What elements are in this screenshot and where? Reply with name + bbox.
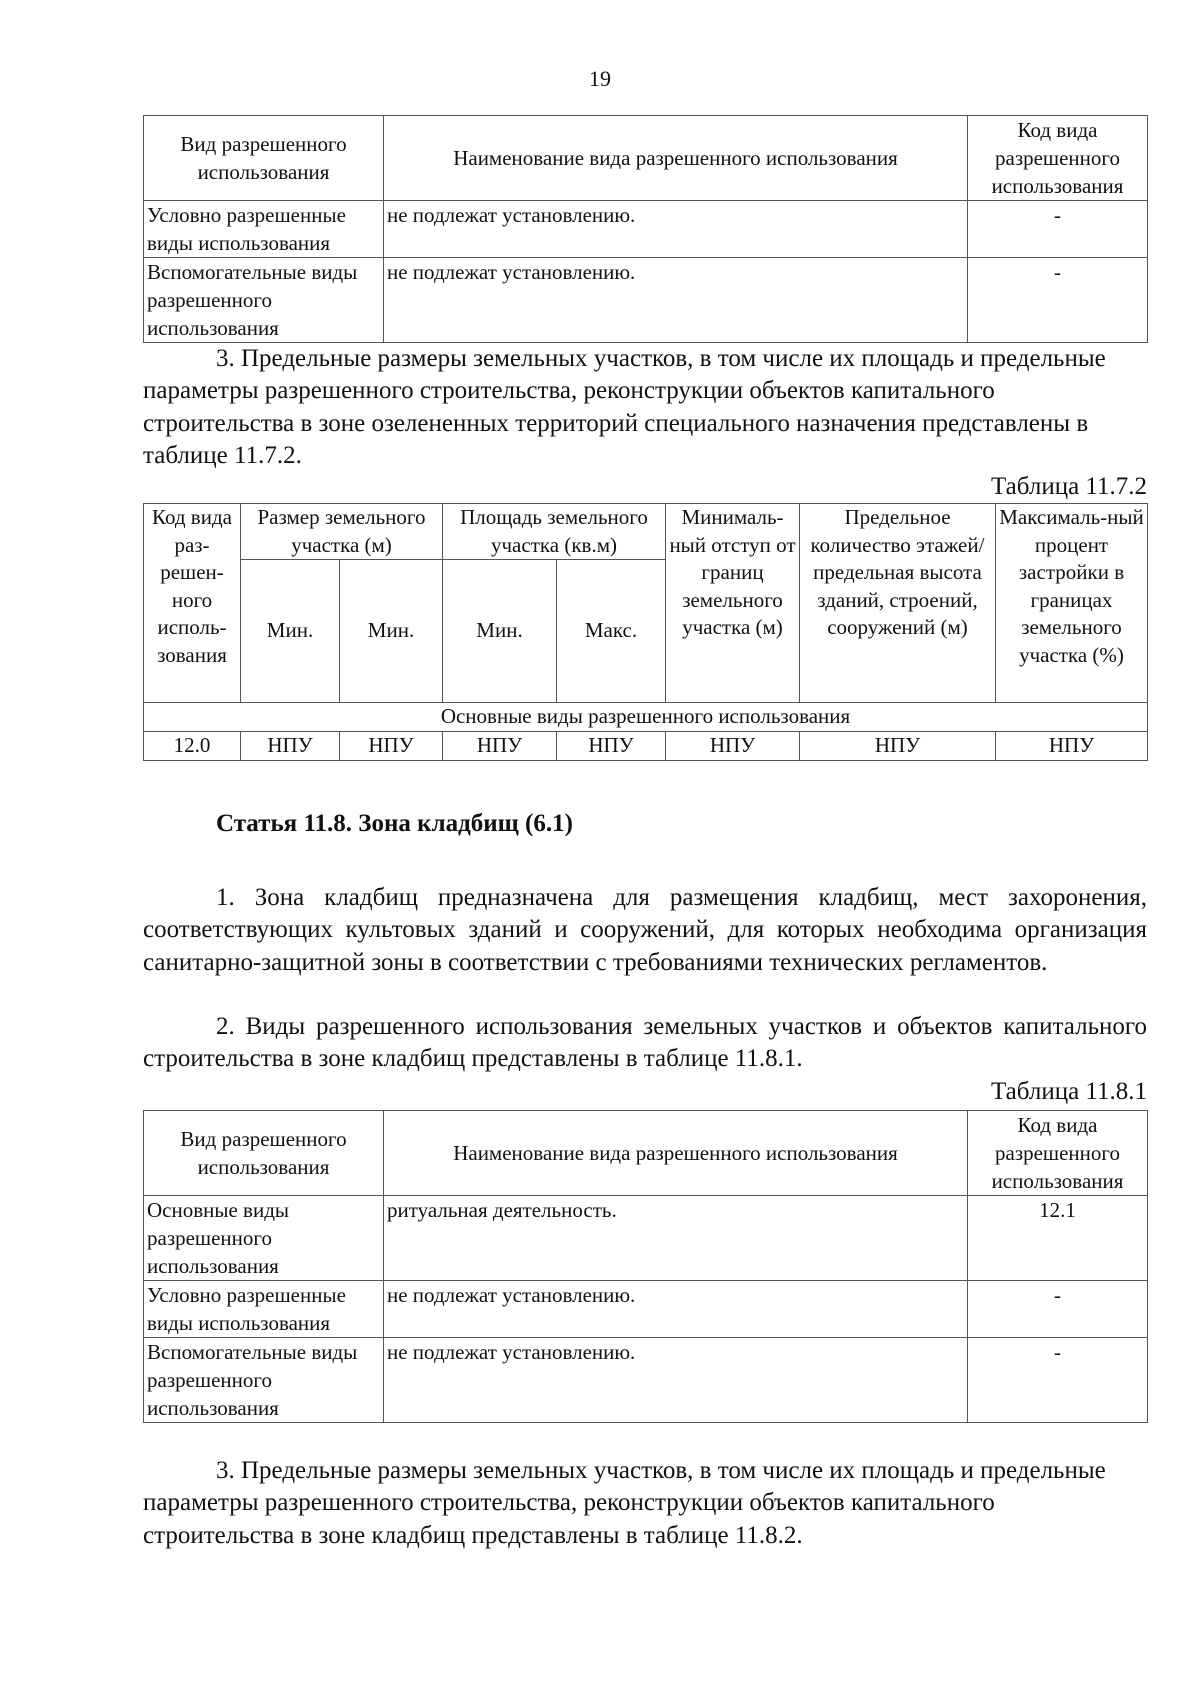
header-name: Наименование вида разрешенного использования: [384, 116, 968, 201]
paragraph-limits-11-8: 3. Предельные размеры земельных участков, в том числе их площадь и предельные параметры разрешенного строительства, реконструкции объектов капитального строительства в зоне кладбищ представлены в таблице 11.8.2.: [143, 1457, 1106, 1549]
cell-code: -: [968, 1338, 1148, 1423]
cell-code: -: [968, 258, 1148, 343]
cell-value: НПУ: [666, 732, 800, 761]
section-row: Основные виды разрешенного использования: [144, 703, 1148, 732]
paragraph-use-types: 2. Виды разрешенного использования земельных участков и объектов капитального строительства в зоне кладбищ представлены в таблице 11.8.1.: [143, 1013, 1147, 1073]
header-floors-height: Предельное количество этажей/ предельная высота зданий, строений, сооружений (м): [800, 504, 996, 703]
header-kind: Вид разрешенного использования: [144, 116, 384, 201]
cell-value: НПУ: [557, 732, 666, 761]
header-code: Код вида раз-решен-ного исполь-зования: [144, 504, 241, 703]
cell-kind: Вспомогательные виды разрешенного использования: [144, 258, 384, 343]
header-build-percent: Максималь-ный процент застройки в границах земельного участка (%): [996, 504, 1148, 703]
cell-value: НПУ: [996, 732, 1148, 761]
cell-name: ритуальная деятельность.: [384, 1196, 968, 1281]
cell-kind: Вспомогательные виды разрешенного использования: [144, 1338, 384, 1423]
cell-name: не подлежат установлению.: [384, 258, 968, 343]
table-row: [144, 1281, 1148, 1338]
paragraph-limits-11-7: 3. Предельные размеры земельных участков, в том числе их площадь и предельные параметры разрешенного строительства, реконструкции объектов капитального строительства в зоне озелененных территорий специального назначения представлены в таблице 11.7.2.: [143, 345, 1106, 469]
cell-name: не подлежат установлению.: [384, 1281, 968, 1338]
table-row: [144, 1196, 1148, 1281]
header-plot-size: Размер земельного участка (м): [241, 504, 443, 560]
paragraph-zone-purpose: 1. Зона кладбищ предназначена для размещения кладбищ, мест захоронения, соответствующих культовых зданий и сооружений, для которых необходима организация санитарно-защитной зоны в соответствии с требованиями технических регламентов.: [143, 884, 1147, 976]
header-plot-area: Площадь земельного участка (кв.м): [443, 504, 666, 560]
table-row: [144, 732, 1148, 761]
cell-code: -: [968, 201, 1148, 258]
article-heading: Статья 11.8. Зона кладбищ (6.1): [216, 810, 573, 837]
cell-code: -: [968, 1281, 1148, 1338]
header-code: Код вида разрешенного использования: [968, 116, 1148, 201]
cell-value: НПУ: [340, 732, 443, 761]
subheader-size-min: Мин.: [340, 560, 443, 703]
table-caption-11-7-2: Таблица 11.7.2: [991, 473, 1147, 500]
header-setback: Минималь-ный отступ от границ земельного участка (м): [666, 504, 800, 703]
cell-value: НПУ: [241, 732, 340, 761]
header-kind: Вид разрешенного использования: [144, 1111, 384, 1196]
subheader-size-min: Мин.: [241, 560, 340, 703]
subheader-area-max: Макс.: [557, 560, 666, 703]
subheader-area-min: Мин.: [443, 560, 557, 703]
land-use-table-continued: [143, 115, 1148, 343]
table-caption-11-8-1: Таблица 11.8.1: [991, 1078, 1147, 1105]
page-number: 19: [589, 66, 611, 91]
cell-kind: Условно разрешенные виды использования: [144, 1281, 384, 1338]
table-row: [144, 201, 1148, 258]
table-row: [144, 258, 1148, 343]
cell-kind: Условно разрешенные виды использования: [144, 201, 384, 258]
table-row: [144, 1338, 1148, 1423]
parameters-table-11-7-2: [143, 503, 1148, 761]
cell-name: не подлежат установлению.: [384, 201, 968, 258]
cell-code: 12.0: [144, 732, 241, 761]
cell-kind: Основные виды разрешенного использования: [144, 1196, 384, 1281]
cell-value: НПУ: [800, 732, 996, 761]
cell-name: не подлежат установлению.: [384, 1338, 968, 1423]
header-code: Код вида разрешенного использования: [968, 1111, 1148, 1196]
cell-value: НПУ: [443, 732, 557, 761]
land-use-table-11-8-1: [143, 1110, 1148, 1423]
header-name: Наименование вида разрешенного использования: [384, 1111, 968, 1196]
cell-code: 12.1: [968, 1196, 1148, 1281]
